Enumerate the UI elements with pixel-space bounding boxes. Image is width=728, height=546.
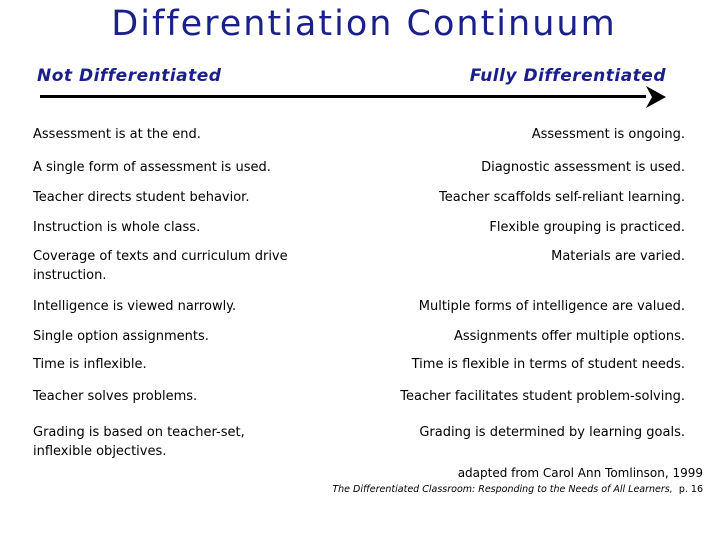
row-right-text: Assessment is ongoing. xyxy=(531,127,685,142)
row-left-text: Coverage of texts and curriculum drive instruction. xyxy=(33,249,288,283)
page-title: Differentiation Continuum xyxy=(111,4,617,44)
citation-page: p. 16 xyxy=(678,484,703,495)
continuum-right-label: Fully Differentiated xyxy=(469,66,666,86)
row-right-text: Flexible grouping is practiced. xyxy=(489,220,685,235)
row-left-text: Instruction is whole class. xyxy=(33,220,201,235)
source-credit: adapted from Carol Ann Tomlinson, 1999 xyxy=(457,466,703,480)
row-left-text: Intelligence is viewed narrowly. xyxy=(33,299,237,314)
row-right-text: Diagnostic assessment is used. xyxy=(481,160,685,175)
row-left-text: Assessment is at the end. xyxy=(33,127,201,142)
continuum-arrow-line xyxy=(40,95,652,98)
row-right-text: Multiple forms of intelligence are valued. xyxy=(418,299,685,314)
row-left-text: Single option assignments. xyxy=(33,329,209,344)
row-right-text: Grading is determined by learning goals. xyxy=(419,425,685,440)
row-right-text: Materials are varied. xyxy=(551,249,685,264)
row-right-text: Teacher facilitates student problem-solving. xyxy=(400,389,685,404)
row-left-text: Teacher solves problems. xyxy=(33,389,198,404)
row-right-text: Time is flexible in terms of student needs. xyxy=(411,357,685,372)
arrow-notch xyxy=(646,86,652,108)
row-right-text: Teacher scaffolds self-reliant learning. xyxy=(439,190,685,205)
row-left-text: A single form of assessment is used. xyxy=(33,160,271,175)
source-citation xyxy=(332,484,703,495)
continuum-left-label: Not Differentiated xyxy=(37,66,222,86)
row-left-text: Time is inflexible. xyxy=(33,357,147,372)
row-right-text: Assignments offer multiple options. xyxy=(453,329,685,344)
row-left-text: Teacher directs student behavior. xyxy=(33,190,250,205)
citation-book-title: The Differentiated Classroom: Responding to the Needs of All Learners, xyxy=(332,484,673,495)
row-left-text: Grading is based on teacher-set, inflexible objectives. xyxy=(33,425,245,459)
